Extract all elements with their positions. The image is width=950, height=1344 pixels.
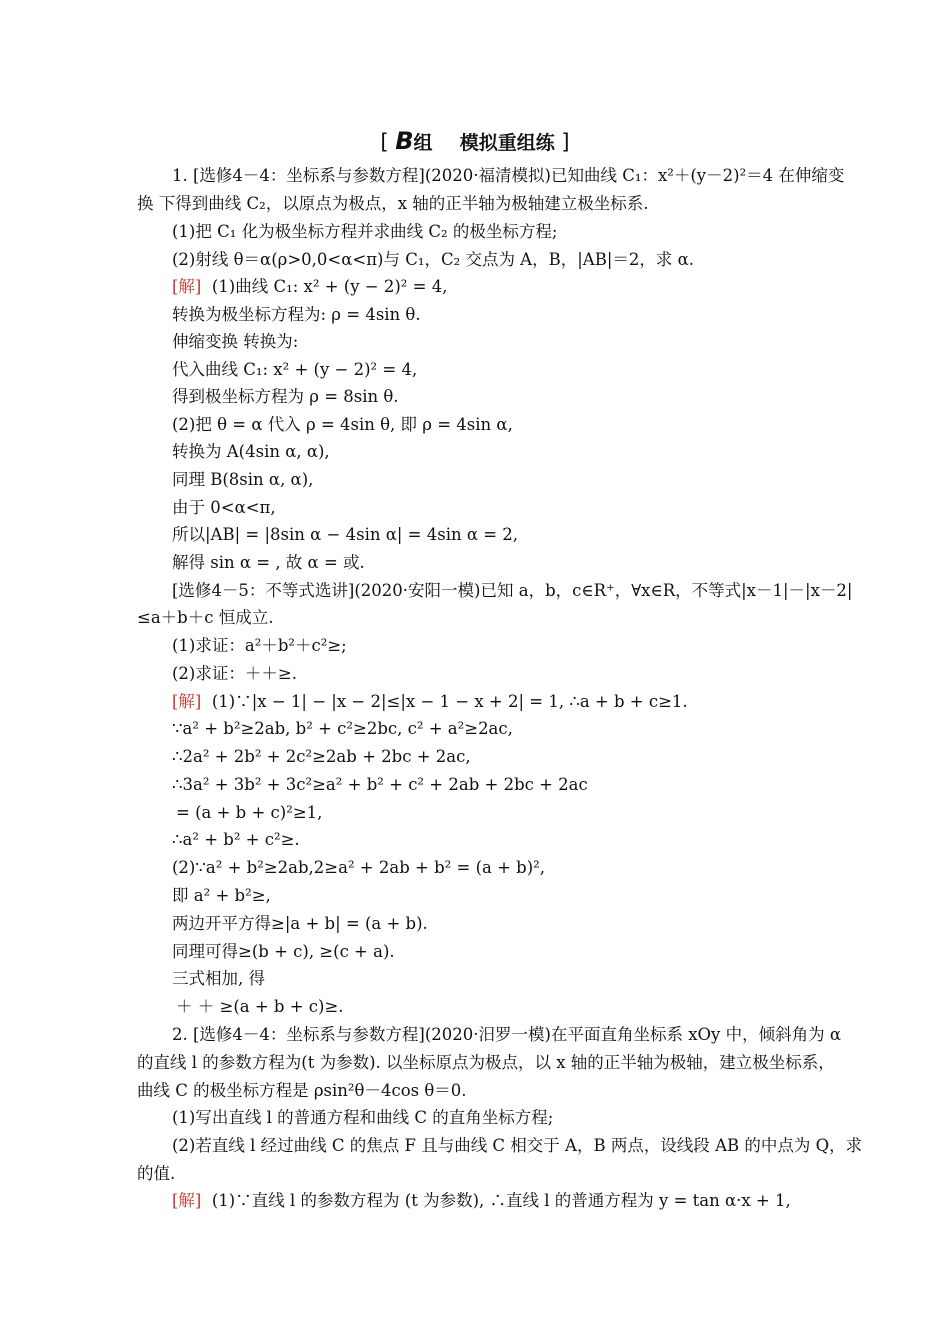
problem-1-part-1: (1)把 C₁ 化为极坐标方程并求曲线 C₂ 的极坐标方程; [172,222,558,241]
solution-line: (2)把 θ = α 代入 ρ = 4sin θ, 即 ρ = 4sin α, [172,415,513,434]
solution-line: 所以|AB| = |8sin α − 4sin α| = 4sin α = 2, [172,525,519,544]
title-bracket-close: ] [561,130,570,154]
solution-line: 三式相加, 得 [172,969,265,988]
solution-tag: [解] [172,277,202,296]
section-title [0,128,950,156]
solution-line [172,276,447,298]
problem-2-part-1: (1)写出直线 l 的普通方程和曲线 C 的直角坐标方程; [172,1108,554,1127]
solution-text: (1)∵|x − 1| − |x − 2|≤|x − 1 − x + 2| = 1, ∴a + b + c≥1. [211,692,688,711]
solution-line: 得到极坐标方程为 ρ = 8sin θ. [172,387,399,406]
solution-line: 伸缩变换 转换为: [172,332,299,351]
problem-2-stem-line-3: 曲线 C 的极坐标方程是 ρsin²θ－4cos θ＝0. [137,1081,467,1100]
title-text: 模拟重组练 [459,132,555,154]
problem-2-stem-line-1: 2. [选修4－4：坐标系与参数方程](2020·汨罗一模)在平面直角坐标系 xOy 中，倾斜角为 α [172,1025,841,1044]
solution-tag: [解] [172,1191,202,1210]
solution-line: 转换为 A(4sin α, α), [172,442,330,461]
problem-1b-part-1: (1)求证：a²＋b²＋c²≥; [172,636,347,655]
problem-1b-stem-line-2: ≤a＋b＋c 恒成立. [137,608,274,627]
solution-line [172,691,688,713]
group-letter: B [395,127,414,155]
solution-line: 同理 B(8sin α, α), [172,470,314,489]
problem-1-part-2: (2)射线 θ＝α(ρ>0,0<α<π)与 C₁，C₂ 交点为 A，B，|AB|＝2，求 α. [172,250,695,269]
problem-2-part-2-line-1: (2)若直线 l 经过曲线 C 的焦点 F 且与曲线 C 相交于 A，B 两点，设线段 AB 的中点为 Q，求 [172,1136,863,1155]
solution-line: ∵a² + b²≥2ab, b² + c²≥2bc, c² + a²≥2ac, [172,719,513,738]
solution-line: 代入曲线 C₁: x² + (y − 2)² = 4, [172,360,418,379]
solution-text: (1)∵直线 l 的参数方程为 (t 为参数), ∴直线 l 的普通方程为 y = tan α·x + 1, [211,1191,791,1210]
solution-line: 解得 sin α = , 故 α = 或. [172,553,365,572]
solution-text: (1)曲线 C₁: x² + (y − 2)² = 4, [211,277,448,296]
solution-line: ∴3a² + 3b² + 3c²≥a² + b² + c² + 2ab + 2bc + 2ac [172,775,588,794]
solution-line: = (a + b + c)²≥1, [176,803,323,822]
solution-tag: [解] [172,692,202,711]
group-word: 组 [413,132,433,154]
solution-line: 两边开平方得≥|a + b| = (a + b). [172,914,428,933]
solution-line: ∴2a² + 2b² + 2c²≥2ab + 2bc + 2ac, [172,747,471,766]
problem-1b-part-2: (2)求证：＋＋≥. [172,664,297,683]
solution-line: ∴a² + b² + c²≥. [172,830,300,849]
solution-line: 由于 0<α<π, [172,498,276,517]
solution-line: 转换为极坐标方程为: ρ = 4sin θ. [172,305,421,324]
problem-1b-stem-line-1: [选修4－5：不等式选讲](2020·安阳一模)已知 a，b，c∈R⁺，∀x∈R，不等式|x－1|－|x－2| [172,581,853,600]
solution-line: 同理可得≥(b + c), ≥(c + a). [172,942,395,961]
problem-1-stem-line-1: 1. [选修4－4：坐标系与参数方程](2020·福清模拟)已知曲线 C₁：x²＋(y－2)²＝4 在伸缩变 [172,166,845,185]
problem-2-stem-line-2: 的直线 l 的参数方程为(t 为参数). 以坐标原点为极点，以 x 轴的正半轴为极轴，建立极坐标系， [137,1053,835,1072]
solution-line [172,1190,791,1212]
title-bracket-open: [ [380,130,389,154]
problem-2-part-2-line-2: 的值. [137,1164,176,1183]
problem-1-stem-line-2: 换 下得到曲线 C₂，以原点为极点，x 轴的正半轴为极轴建立极坐标系. [137,194,649,213]
solution-line: (2)∵a² + b²≥2ab,2≥a² + 2ab + b² = (a + b)², [172,858,546,877]
solution-line: ＋ ＋ ≥(a + b + c)≥. [176,997,344,1016]
solution-line: 即 a² + b²≥, [172,886,271,905]
